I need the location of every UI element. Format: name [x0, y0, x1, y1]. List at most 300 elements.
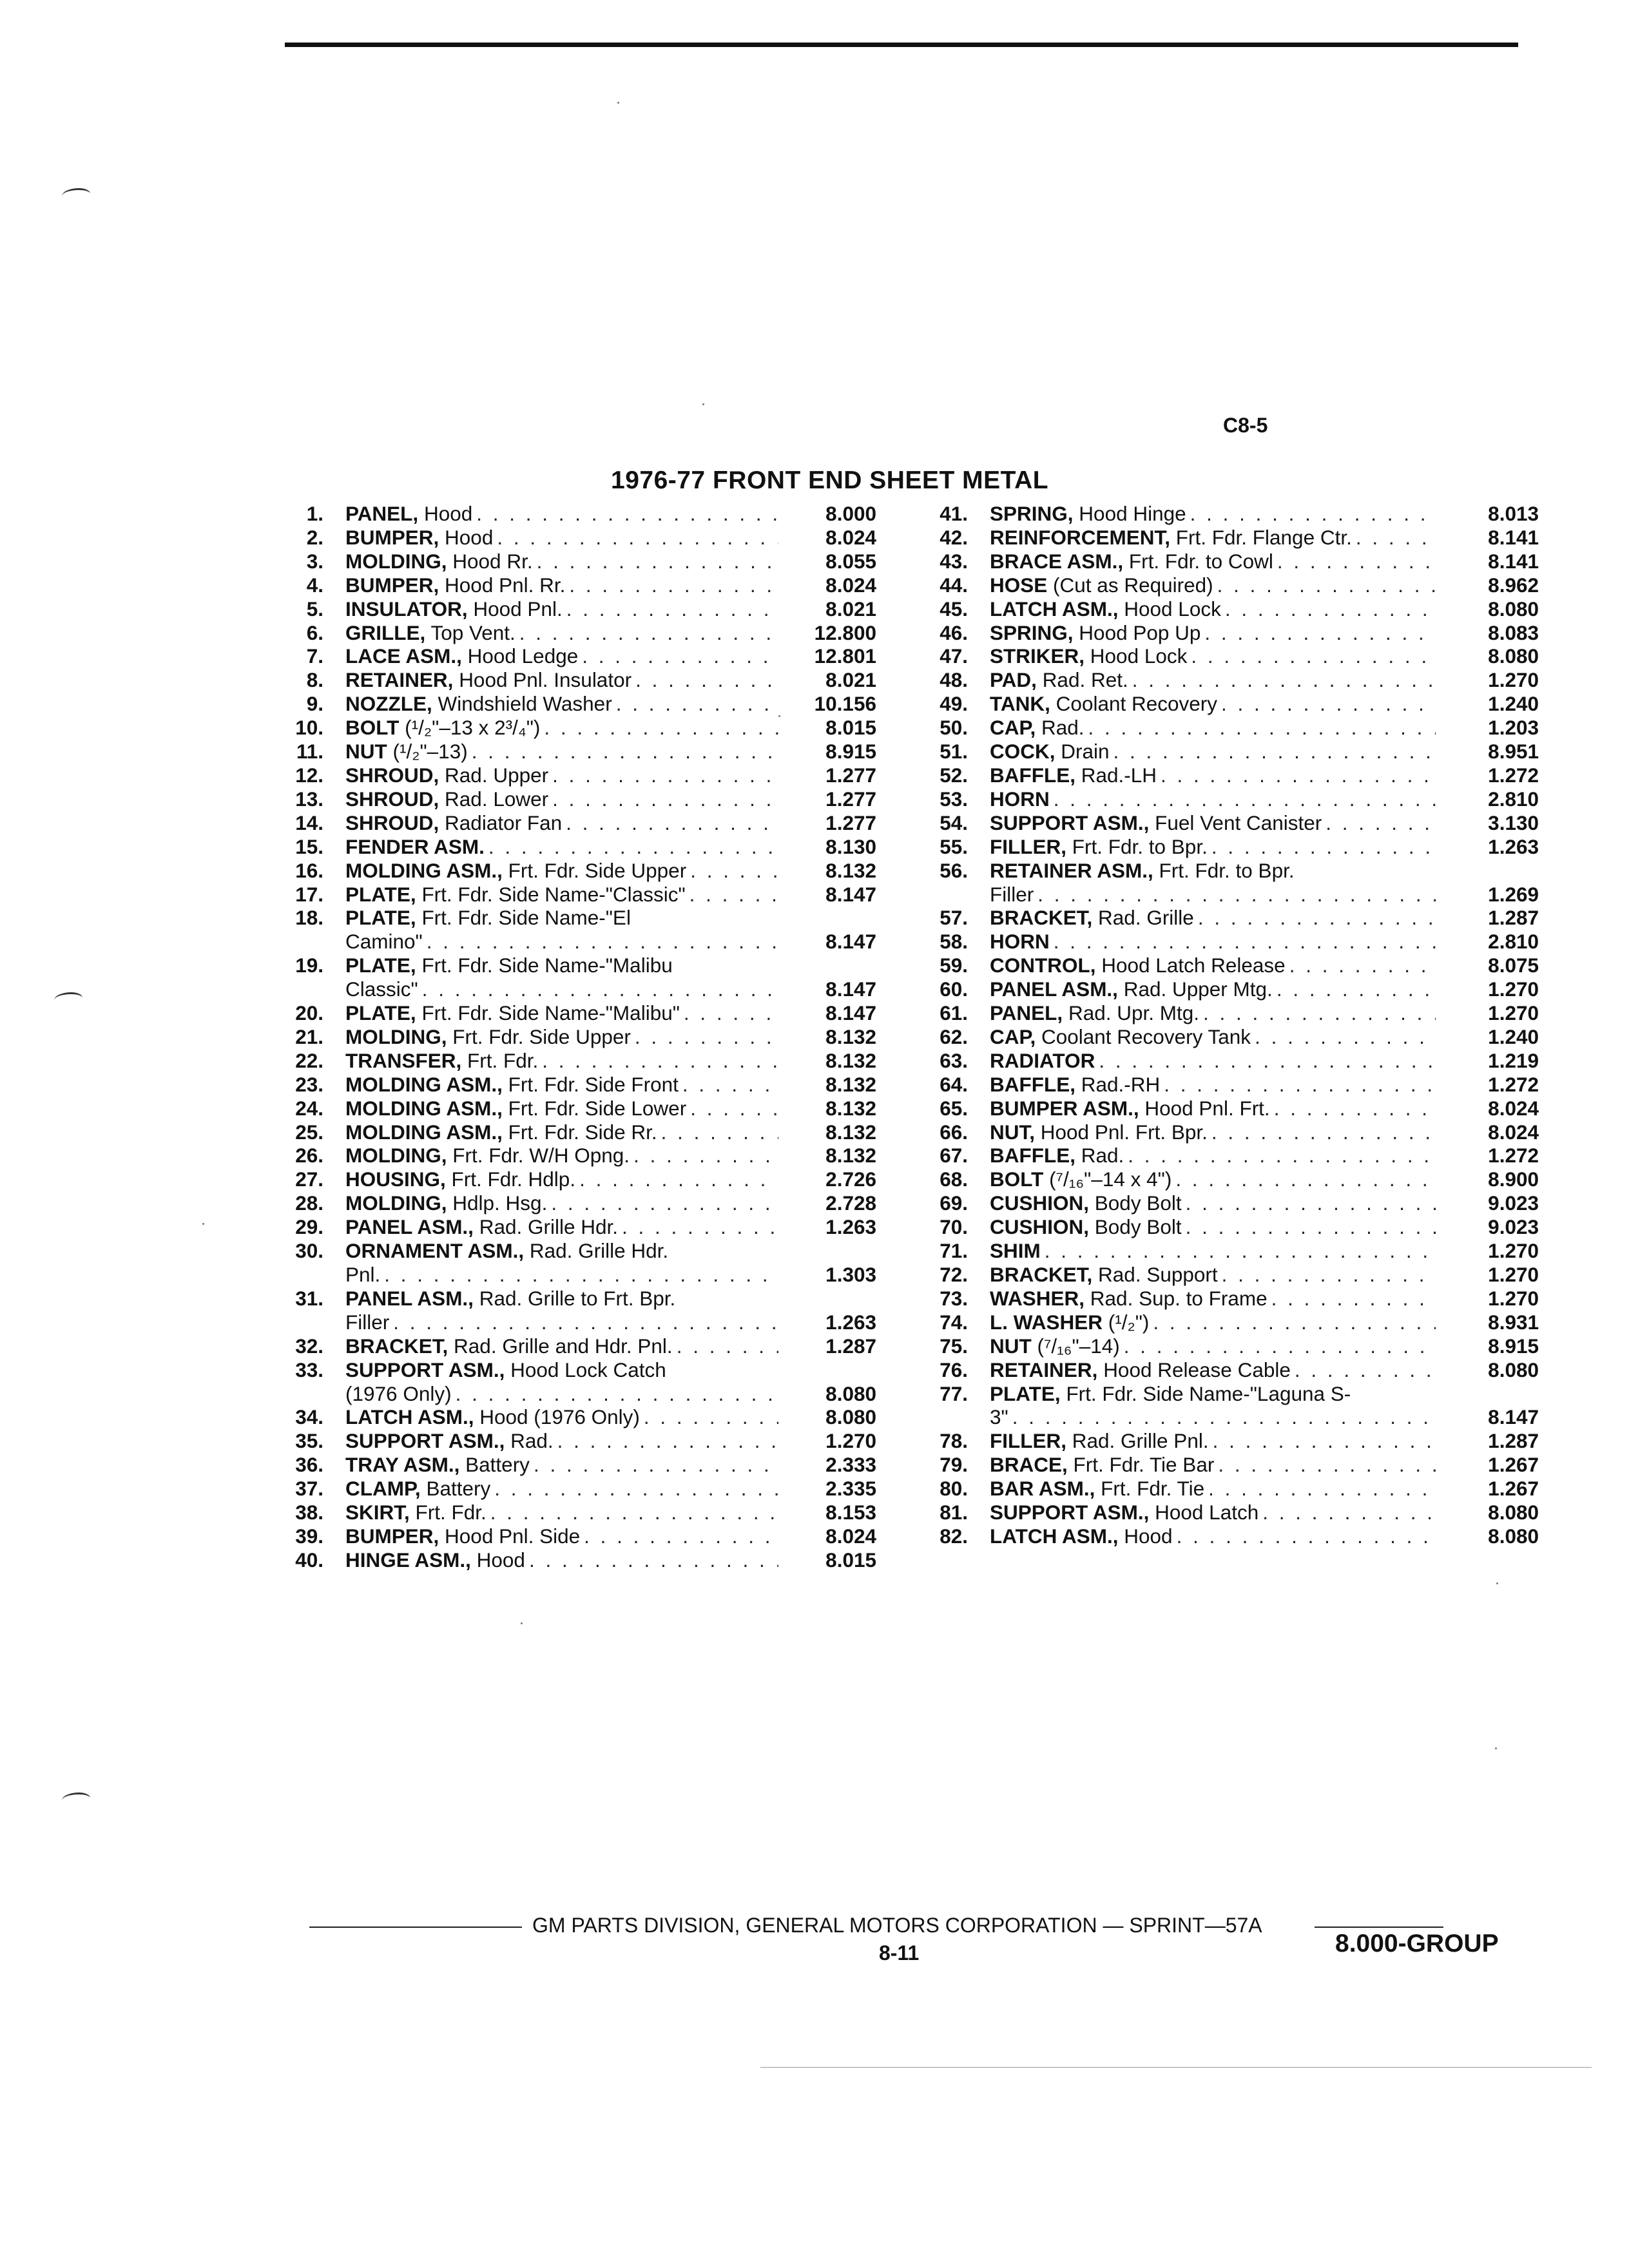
part-detail: Rad. Sup. to Frame	[1090, 1286, 1268, 1310]
leader-dots	[472, 502, 778, 526]
item-number: 72.	[940, 1263, 968, 1286]
part-name: HORN	[990, 930, 1050, 954]
part-row	[927, 1382, 1539, 1406]
part-description	[345, 906, 778, 930]
part-name: INSULATOR,	[345, 597, 468, 620]
part-detail: Hood Lock	[1090, 644, 1188, 668]
part-description	[345, 859, 778, 883]
item-number: 34.	[295, 1405, 323, 1429]
part-description	[990, 1382, 1436, 1406]
group-number: 8.080	[1488, 644, 1539, 668]
leader-dots	[673, 1334, 778, 1358]
part-row	[927, 1239, 1539, 1263]
item-number: 6.	[306, 620, 323, 644]
group-number: 8.080	[1488, 1358, 1539, 1381]
part-name: PLATE,	[345, 1001, 416, 1025]
leader-dots	[1213, 573, 1436, 597]
part-detail: Hood Release Cable	[1103, 1358, 1291, 1381]
leader-dots	[686, 859, 778, 883]
leader-dots	[423, 930, 778, 954]
leader-dots	[1160, 1073, 1436, 1097]
part-description	[990, 787, 1436, 811]
group-number: 8.013	[1488, 502, 1539, 525]
leader-dots	[640, 1405, 778, 1429]
part-row	[284, 883, 876, 907]
group-number: 8.080	[825, 1381, 876, 1405]
part-name: NOZZLE,	[345, 692, 432, 716]
item-number: 15.	[295, 834, 323, 858]
part-row	[927, 550, 1539, 573]
part-name: HORN	[990, 787, 1050, 811]
item-number: 1.	[306, 502, 323, 525]
part-description	[990, 668, 1436, 692]
part-name: SUPPORT ASM.,	[990, 1501, 1150, 1524]
leader-dots	[516, 621, 778, 645]
item-number: 54.	[940, 811, 968, 834]
part-row	[284, 1382, 876, 1406]
part-row	[284, 977, 876, 1001]
item-number: 41.	[940, 502, 968, 525]
group-number: 8.147	[825, 1001, 876, 1025]
part-name: BAFFLE,	[990, 1072, 1075, 1096]
part-row	[927, 597, 1539, 621]
part-name: MOLDING,	[345, 549, 447, 573]
scan-speck	[702, 403, 704, 405]
part-detail: Camino"	[345, 930, 423, 954]
part-description	[345, 1453, 778, 1477]
part-detail: Hood Pnl. Frt. Bpr.	[1040, 1120, 1208, 1144]
part-detail: Frt. Fdr. Side Name-"Malibu"	[421, 1001, 680, 1025]
part-detail: Top Vent.	[430, 620, 516, 644]
part-detail: Coolant Recovery Tank	[1041, 1024, 1251, 1048]
part-name: SPRING,	[990, 502, 1074, 525]
part-row	[284, 1191, 876, 1215]
item-number: 82.	[940, 1524, 968, 1548]
leader-dots	[679, 1073, 778, 1097]
part-row	[284, 621, 876, 645]
part-detail: (⁷/₁₆"–14)	[1037, 1334, 1120, 1358]
part-row	[927, 1429, 1539, 1453]
group-number: 8.915	[1488, 1334, 1539, 1358]
scan-speck	[1496, 1582, 1498, 1584]
part-description	[345, 550, 778, 573]
leader-dots	[1217, 692, 1436, 716]
part-description	[345, 1097, 778, 1120]
part-description	[345, 740, 778, 764]
part-name: BRACKET,	[345, 1334, 448, 1358]
part-description	[345, 954, 778, 977]
part-description	[345, 1382, 778, 1406]
part-detail: Hood	[445, 525, 494, 549]
group-number: 2.728	[825, 1191, 876, 1215]
item-number: 10.	[295, 716, 323, 740]
part-name: PLATE,	[990, 1381, 1061, 1405]
part-row	[927, 1191, 1539, 1215]
top-rule	[285, 43, 1518, 47]
part-description	[990, 977, 1436, 1001]
part-row	[284, 526, 876, 550]
group-number: 8.080	[1488, 1524, 1539, 1548]
group-number: 1.263	[825, 1215, 876, 1239]
scan-speck	[521, 1622, 523, 1624]
leader-dots	[1095, 1049, 1436, 1073]
item-number: 11.	[296, 740, 323, 764]
item-number: 2.	[306, 525, 323, 549]
part-detail: Frt. Fdr. W/H Opng.	[452, 1144, 630, 1168]
part-description	[990, 1097, 1436, 1120]
item-number: 39.	[295, 1524, 323, 1548]
part-detail: Rad.-LH	[1081, 763, 1157, 787]
item-number: 68.	[940, 1168, 968, 1191]
part-row	[284, 1287, 876, 1311]
group-number: 1.287	[825, 1334, 876, 1358]
item-number: 59.	[940, 954, 968, 977]
part-description	[990, 692, 1436, 716]
part-row	[284, 811, 876, 835]
part-description	[345, 764, 778, 787]
part-detail: (1976 Only)	[345, 1381, 452, 1405]
part-name: PANEL ASM.,	[345, 1215, 474, 1239]
group-number: 8.024	[825, 1524, 876, 1548]
item-number: 16.	[295, 858, 323, 882]
part-description	[345, 1191, 778, 1215]
leader-dots	[468, 740, 778, 764]
scan-speck	[202, 1223, 204, 1225]
part-description	[345, 597, 778, 621]
leader-dots	[493, 526, 778, 550]
part-description	[990, 1453, 1436, 1477]
part-description	[345, 977, 778, 1001]
part-detail: Rad. Grille Hdr.	[529, 1239, 669, 1263]
part-name: MOLDING ASM.,	[345, 1120, 503, 1144]
part-name: COCK,	[990, 740, 1055, 764]
item-number: 63.	[940, 1048, 968, 1072]
leader-dots	[1187, 644, 1436, 668]
part-name: TRANSFER,	[345, 1048, 462, 1072]
group-number: 1.270	[1488, 1286, 1539, 1310]
part-detail: Frt. Fdr. Side Upper	[508, 858, 687, 882]
part-row	[927, 1453, 1539, 1477]
part-description	[345, 883, 778, 907]
leader-dots	[1182, 1191, 1436, 1215]
part-row	[927, 1405, 1539, 1429]
part-description	[345, 526, 778, 550]
part-detail: Frt. Fdr. Side Name-"Classic"	[421, 882, 686, 906]
part-name: FENDER ASM.	[345, 834, 485, 858]
leader-dots	[1204, 1477, 1436, 1501]
part-detail: Frt. Fdr. Side Name-"Malibu	[421, 954, 673, 977]
leader-dots	[490, 1477, 778, 1501]
group-number: 1.272	[1488, 763, 1539, 787]
part-row	[284, 1073, 876, 1097]
item-number: 26.	[295, 1144, 323, 1168]
part-row	[927, 1097, 1539, 1120]
part-row	[927, 1334, 1539, 1358]
leader-dots	[380, 1263, 778, 1287]
part-description	[345, 1524, 778, 1548]
part-row	[284, 1358, 876, 1382]
item-number: 42.	[940, 525, 968, 549]
item-number: 18.	[295, 906, 323, 930]
part-detail: Frt. Fdr. to Bpr.	[1159, 858, 1295, 882]
part-description	[345, 1239, 778, 1263]
part-description	[345, 835, 778, 859]
item-number: 55.	[940, 834, 968, 858]
part-row	[927, 883, 1539, 907]
leader-dots	[1124, 1144, 1436, 1168]
group-number: 8.080	[1488, 597, 1539, 620]
part-row	[927, 716, 1539, 740]
item-number: 80.	[940, 1477, 968, 1501]
group-number: 1.277	[825, 811, 876, 834]
binder-hole-mark	[54, 992, 82, 1006]
part-row	[284, 1168, 876, 1191]
leader-dots	[631, 1025, 778, 1049]
part-name: BOLT	[345, 716, 400, 740]
part-name: BAR ASM.,	[990, 1477, 1095, 1501]
item-number: 33.	[295, 1358, 323, 1381]
part-detail: Frt. Fdr. Side Name-"El	[421, 906, 631, 930]
part-detail: Frt. Fdr.	[415, 1501, 487, 1524]
footer-publisher: GM PARTS DIVISION, GENERAL MOTORS CORPORATION — SPRINT—57A	[532, 1914, 1262, 1937]
leader-dots	[1110, 740, 1436, 764]
leader-dots	[1157, 764, 1436, 787]
part-description	[990, 597, 1436, 621]
part-name: REINFORCEMENT,	[990, 525, 1171, 549]
part-name: GRILLE,	[345, 620, 426, 644]
part-row	[927, 1120, 1539, 1144]
group-number: 1.272	[1488, 1072, 1539, 1096]
group-number: 8.147	[825, 977, 876, 1001]
part-detail: Hood Latch Release	[1101, 954, 1286, 977]
part-description	[990, 954, 1436, 977]
part-name: HOSE	[990, 573, 1048, 597]
leader-dots	[548, 787, 778, 811]
part-name: LACE ASM.,	[345, 644, 462, 668]
item-number: 30.	[295, 1239, 323, 1263]
binder-hole-mark	[62, 188, 90, 202]
part-detail: Frt. Fdr. Tie	[1101, 1477, 1205, 1501]
part-name: BUMPER,	[345, 573, 439, 597]
part-name: L. WASHER	[990, 1310, 1103, 1334]
group-number: 8.147	[825, 882, 876, 906]
group-number: 8.015	[825, 1548, 876, 1571]
part-description	[345, 1263, 778, 1287]
part-name: MOLDING ASM.,	[345, 1072, 503, 1096]
part-row	[284, 740, 876, 764]
leader-dots	[525, 1548, 778, 1572]
part-row	[284, 1453, 876, 1477]
part-row	[284, 1097, 876, 1120]
group-number: 8.075	[1488, 954, 1539, 977]
leader-dots	[1034, 883, 1436, 907]
part-detail: Hood Hinge	[1079, 502, 1186, 525]
item-number: 73.	[940, 1286, 968, 1310]
part-description	[345, 1358, 778, 1382]
item-number: 13.	[295, 787, 323, 811]
part-description	[990, 1025, 1436, 1049]
group-number: 8.021	[825, 597, 876, 620]
part-row	[927, 859, 1539, 883]
leader-dots	[1173, 1524, 1436, 1548]
group-number: 8.024	[1488, 1096, 1539, 1120]
part-description	[990, 1405, 1436, 1429]
group-number: 10.156	[814, 692, 876, 716]
part-description	[345, 1001, 778, 1025]
leader-dots	[1149, 1311, 1436, 1334]
part-name: BUMPER,	[345, 525, 439, 549]
group-number: 8.055	[825, 549, 876, 573]
group-number: 1.270	[1488, 668, 1539, 692]
part-name: SUPPORT ASM.,	[345, 1429, 505, 1453]
leader-dots	[563, 597, 778, 621]
part-description	[990, 1001, 1436, 1025]
part-detail: Hood Pnl.	[473, 597, 563, 620]
leader-dots	[630, 1144, 778, 1168]
part-name: FILLER,	[990, 834, 1066, 858]
part-row	[284, 1263, 876, 1287]
part-description	[345, 1120, 778, 1144]
part-description	[990, 740, 1436, 764]
part-name: BAFFLE,	[990, 1144, 1075, 1168]
part-row	[927, 1049, 1539, 1073]
part-name: SPRING,	[990, 620, 1074, 644]
part-detail: Filler	[990, 882, 1034, 906]
part-row	[927, 1524, 1539, 1548]
group-number: 1.267	[1488, 1453, 1539, 1477]
group-number: 2.726	[825, 1168, 876, 1191]
part-detail: Frt. Fdr. Side Front	[508, 1072, 679, 1096]
leader-dots	[580, 1524, 778, 1548]
group-number: 3.130	[1488, 811, 1539, 834]
part-detail: Pnl.	[345, 1263, 381, 1286]
part-name: PANEL ASM.,	[990, 977, 1118, 1001]
leader-dots	[1322, 811, 1436, 835]
part-detail: Classic"	[345, 977, 418, 1001]
part-description	[345, 1025, 778, 1049]
part-detail: Rad. Ret.	[1042, 668, 1128, 692]
leader-dots	[618, 1215, 778, 1239]
leader-dots	[547, 1191, 778, 1215]
footer-rule-left	[309, 1927, 522, 1928]
leader-dots	[631, 668, 778, 692]
part-detail: Windshield Washer	[438, 692, 612, 716]
part-name: HOUSING,	[345, 1168, 446, 1191]
item-number: 21.	[295, 1024, 323, 1048]
part-description	[990, 764, 1436, 787]
leader-dots	[1273, 977, 1436, 1001]
part-row	[927, 977, 1539, 1001]
leader-dots	[1050, 930, 1436, 954]
leader-dots	[1084, 716, 1436, 740]
part-row	[284, 716, 876, 740]
group-number: 8.141	[1488, 525, 1539, 549]
part-name: TRAY ASM.,	[345, 1453, 460, 1477]
part-description	[990, 550, 1436, 573]
part-name: MOLDING,	[345, 1191, 447, 1215]
group-number: 8.021	[825, 668, 876, 692]
group-number: 12.801	[814, 644, 876, 668]
part-detail: Frt. Fdr. Tie Bar	[1073, 1453, 1215, 1477]
part-detail: Frt. Fdr.	[467, 1048, 539, 1072]
bottom-scan-line	[760, 2067, 1592, 2068]
part-row	[927, 1168, 1539, 1191]
parts-list-right	[927, 502, 1539, 1548]
leader-dots	[487, 1501, 778, 1524]
group-number: 8.024	[825, 573, 876, 597]
part-description	[345, 787, 778, 811]
part-detail: Radiator Fan	[445, 811, 563, 834]
leader-dots	[533, 550, 778, 573]
part-row	[284, 787, 876, 811]
leader-dots	[1352, 526, 1436, 550]
part-row	[927, 930, 1539, 954]
part-detail: Frt. Fdr. Side Upper	[452, 1024, 631, 1048]
part-detail: Body Bolt	[1094, 1215, 1182, 1239]
part-detail: Frt. Fdr. Hdlp.	[451, 1168, 576, 1191]
part-row	[284, 1025, 876, 1049]
group-number: 1.219	[1488, 1048, 1539, 1072]
part-name: FILLER,	[990, 1429, 1066, 1453]
part-description	[990, 573, 1436, 597]
part-detail: (¹/₂")	[1108, 1310, 1150, 1334]
item-number: 35.	[295, 1429, 323, 1453]
item-number: 44.	[940, 573, 968, 597]
group-number: 1.287	[1488, 1429, 1539, 1453]
part-row	[927, 1287, 1539, 1311]
part-detail: Rad. Grille and Hdr. Pnl.	[454, 1334, 673, 1358]
group-number: 8.900	[1488, 1168, 1539, 1191]
part-detail: (¹/₂"–13 x 2³/₄")	[405, 716, 541, 740]
part-description	[990, 1334, 1436, 1358]
part-detail: Coolant Recovery	[1055, 692, 1218, 716]
part-description	[345, 811, 778, 835]
item-number: 71.	[940, 1239, 968, 1263]
group-number: 2.335	[825, 1477, 876, 1501]
part-name: PANEL ASM.,	[345, 1286, 474, 1310]
group-number: 8.962	[1488, 573, 1539, 597]
item-number: 5.	[306, 597, 323, 620]
part-row	[927, 811, 1539, 835]
part-detail: Hood Lock Catch	[510, 1358, 666, 1381]
part-name: SUPPORT ASM.,	[990, 811, 1150, 834]
part-name: BRACKET,	[990, 906, 1093, 930]
part-detail: 3"	[990, 1405, 1008, 1429]
part-description	[990, 1501, 1436, 1524]
part-description	[345, 1168, 778, 1191]
item-number: 61.	[940, 1001, 968, 1025]
part-detail: Hood Ledge	[467, 644, 579, 668]
item-number: 75.	[940, 1334, 968, 1358]
part-row	[927, 668, 1539, 692]
group-number: 8.132	[825, 1144, 876, 1168]
leader-dots	[680, 1001, 778, 1025]
part-name: PANEL,	[990, 1001, 1063, 1025]
group-number: 9.023	[1488, 1215, 1539, 1239]
item-number: 9.	[306, 692, 323, 716]
part-name: BRACE,	[990, 1453, 1068, 1477]
part-row	[927, 502, 1539, 526]
part-detail: Rad. Grille Pnl.	[1072, 1429, 1209, 1453]
part-detail: Rad. Support	[1098, 1263, 1218, 1286]
item-number: 40.	[295, 1548, 323, 1571]
group-number: 9.023	[1488, 1191, 1539, 1215]
part-row	[284, 906, 876, 930]
part-description	[990, 1477, 1436, 1501]
item-number: 48.	[940, 668, 968, 692]
leader-dots	[1128, 668, 1436, 692]
part-description	[345, 1311, 778, 1334]
